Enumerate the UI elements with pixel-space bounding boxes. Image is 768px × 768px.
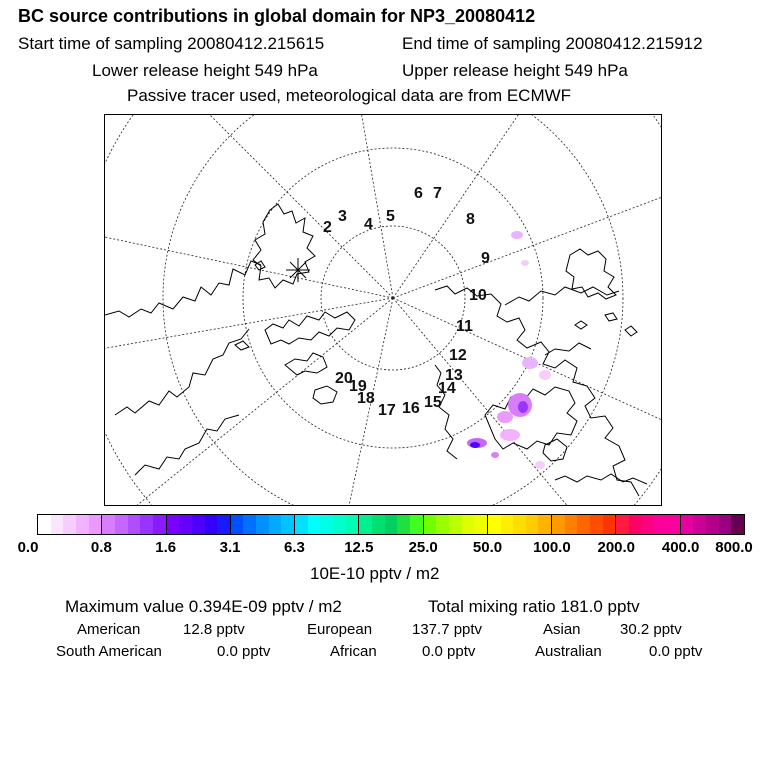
colorbar-segment — [231, 515, 295, 534]
meridian-line — [200, 115, 393, 298]
meridian-line — [393, 298, 575, 506]
trajectory-label: 15 — [424, 394, 442, 411]
colorbar-swatch — [179, 515, 192, 534]
colorbar-swatch — [603, 515, 616, 534]
colorbar-segment — [616, 515, 680, 534]
colorbar-tick-label: 0.0 — [17, 539, 39, 556]
colorbar-swatch — [474, 515, 487, 534]
colorbar-swatch — [642, 515, 655, 534]
colorbar-swatch — [231, 515, 244, 534]
colorbar-swatch — [192, 515, 205, 534]
trajectory-label: 11 — [456, 318, 473, 335]
australian-value: 0.0 pptv — [649, 643, 703, 660]
colorbar-swatch — [513, 515, 526, 534]
colorbar-tick-label: 50.0 — [472, 539, 503, 556]
colorbar-swatch — [552, 515, 565, 534]
colorbar-swatch — [731, 515, 744, 534]
meridian-line — [393, 115, 525, 298]
trajectory-label: 12 — [449, 347, 467, 364]
trajectory-label: 6 — [414, 185, 423, 202]
colorbar-swatch — [462, 515, 475, 534]
plume-patch — [522, 357, 538, 369]
source-contribution-plume — [467, 231, 551, 469]
colorbar-swatch — [385, 515, 398, 534]
plume-patch — [500, 429, 520, 441]
colorbar-swatch — [488, 515, 501, 534]
colorbar-swatch — [449, 515, 462, 534]
colorbar-swatch — [706, 515, 719, 534]
latitude-circle-60 — [163, 115, 623, 506]
colorbar-segment — [38, 515, 102, 534]
colorbar-swatch — [308, 515, 321, 534]
lower-release-height: Lower release height 549 hPa — [92, 61, 318, 80]
mediterranean-coast — [555, 474, 647, 484]
north-america-coast — [105, 261, 261, 475]
colorbar-tick-label: 800.0 — [715, 539, 753, 556]
greenland-coast — [253, 204, 315, 288]
colorbar-swatch — [501, 515, 514, 534]
trajectory-label: 7 — [433, 185, 442, 202]
meridian-line — [360, 115, 393, 298]
colorbar-swatch — [526, 515, 539, 534]
colorbar-tick-label: 0.8 — [90, 539, 112, 556]
colorbar-segment — [424, 515, 488, 534]
small-islands — [235, 261, 637, 350]
colorbar-swatch — [681, 515, 694, 534]
colorbar-swatch — [333, 515, 346, 534]
trajectory-label: 20 — [335, 370, 353, 387]
colorbar-swatch — [359, 515, 372, 534]
colorbar-segment — [102, 515, 166, 534]
colorbar-swatch — [51, 515, 64, 534]
colorbar-tick-label: 100.0 — [533, 539, 571, 556]
colorbar-swatch — [243, 515, 256, 534]
trajectory-label: 17 — [378, 402, 396, 419]
colorbar-swatch — [538, 515, 551, 534]
colorbar-swatch — [590, 515, 603, 534]
colorbar-swatch — [577, 515, 590, 534]
colorbar-tick-label: 400.0 — [661, 539, 700, 556]
colorbar-segment — [681, 515, 744, 534]
plume-patch — [511, 231, 523, 239]
colorbar-segment — [359, 515, 423, 534]
meridian-line — [393, 193, 662, 298]
scandinavia-coast — [566, 249, 616, 299]
colorbar-swatch — [281, 515, 294, 534]
colorbar-swatch — [153, 515, 166, 534]
south-american-value: 0.0 pptv — [217, 643, 271, 660]
colorbar-swatch — [217, 515, 230, 534]
colorbar-swatch — [719, 515, 732, 534]
model-note: Passive tracer used, meteorological data are from ECMWF — [127, 86, 572, 105]
american-value: 12.8 pptv — [183, 621, 245, 638]
asian-label: Asian — [543, 621, 581, 638]
trajectory-label: 13 — [445, 367, 463, 384]
colorbar-swatch — [102, 515, 115, 534]
total-mixing-ratio: Total mixing ratio 181.0 pptv — [428, 597, 640, 616]
european-value: 137.7 pptv — [412, 621, 483, 638]
colorbar-swatch — [205, 515, 218, 534]
meridian-line — [105, 298, 393, 350]
colorbar-swatch — [410, 515, 423, 534]
plume-patch — [539, 370, 551, 380]
colorbar-swatch — [76, 515, 89, 534]
arctic-archipelago-coast — [265, 312, 355, 404]
african-label: African — [330, 643, 377, 660]
plume-patch — [491, 452, 499, 458]
colorbar-swatch — [346, 515, 359, 534]
european-label: European — [307, 621, 373, 638]
colorbar — [37, 514, 745, 535]
colorbar-swatch — [654, 515, 667, 534]
colorbar-swatch — [256, 515, 269, 534]
colorbar-swatch — [424, 515, 437, 534]
plume-patch — [497, 411, 513, 423]
asian-value: 30.2 pptv — [620, 621, 682, 638]
colorbar-swatch — [629, 515, 642, 534]
colorbar-swatch — [140, 515, 153, 534]
map-title: BC source contributions in global domain for NP3_20080412 — [18, 6, 536, 26]
colorbar-swatch — [436, 515, 449, 534]
trajectory-label: 3 — [338, 208, 347, 225]
colorbar-swatch — [89, 515, 102, 534]
south-american-label: South American — [56, 643, 162, 660]
polar-map — [104, 114, 662, 506]
australian-label: Australian — [535, 643, 602, 660]
upper-release-height: Upper release height 549 hPa — [402, 61, 628, 80]
plume-patch — [518, 401, 528, 413]
plume-patch — [535, 461, 545, 469]
colorbar-swatch — [38, 515, 51, 534]
colorbar-tick-label: 12.5 — [344, 539, 374, 556]
colorbar-segment — [552, 515, 616, 534]
coastlines — [105, 204, 647, 496]
african-value: 0.0 pptv — [422, 643, 476, 660]
american-label: American — [77, 621, 141, 638]
plume-patch — [521, 260, 529, 266]
colorbar-tick-label: 200.0 — [597, 539, 636, 556]
trajectory-label: 10 — [469, 287, 487, 304]
colorbar-segment — [488, 515, 552, 534]
trajectory-label: 18 — [357, 390, 375, 407]
colorbar-tick-label: 6.3 — [284, 539, 305, 556]
trajectory-label: 2 — [323, 219, 332, 236]
colorbar-swatch — [269, 515, 282, 534]
trajectory-label: 19 — [349, 378, 367, 395]
maximum-value: Maximum value 0.394E-09 pptv / m2 — [65, 597, 342, 616]
colorbar-swatch — [667, 515, 680, 534]
colorbar-tick-label: 25.0 — [408, 539, 438, 556]
trajectory-label: 5 — [386, 208, 395, 225]
colorbar-swatch — [397, 515, 410, 534]
colorbar-units: 10E-10 pptv / m2 — [310, 564, 440, 583]
trajectory-label: 14 — [438, 380, 456, 397]
colorbar-swatch — [372, 515, 385, 534]
colorbar-segment — [295, 515, 359, 534]
colorbar-swatch — [693, 515, 706, 534]
trajectory-label: 4 — [364, 216, 373, 233]
plume-patch — [470, 442, 480, 448]
colorbar-tick-label: 3.1 — [219, 539, 241, 556]
colorbar-swatch — [295, 515, 308, 534]
colorbar-swatch — [320, 515, 333, 534]
colorbar-segment — [167, 515, 231, 534]
trajectory-label: 8 — [466, 211, 475, 228]
end-time: End time of sampling 20080412.215912 — [402, 34, 703, 53]
start-time: Start time of sampling 20080412.215615 — [18, 34, 325, 53]
meridian-line — [125, 298, 393, 506]
trajectory-label: 9 — [481, 250, 490, 267]
colorbar-swatch — [63, 515, 76, 534]
colorbar-swatch — [128, 515, 141, 534]
colorbar-tick-label: 1.6 — [155, 539, 177, 556]
trajectory-label: 16 — [402, 400, 420, 417]
colorbar-swatch — [115, 515, 128, 534]
colorbar-swatch — [167, 515, 180, 534]
colorbar-swatch — [616, 515, 629, 534]
colorbar-swatch — [565, 515, 578, 534]
